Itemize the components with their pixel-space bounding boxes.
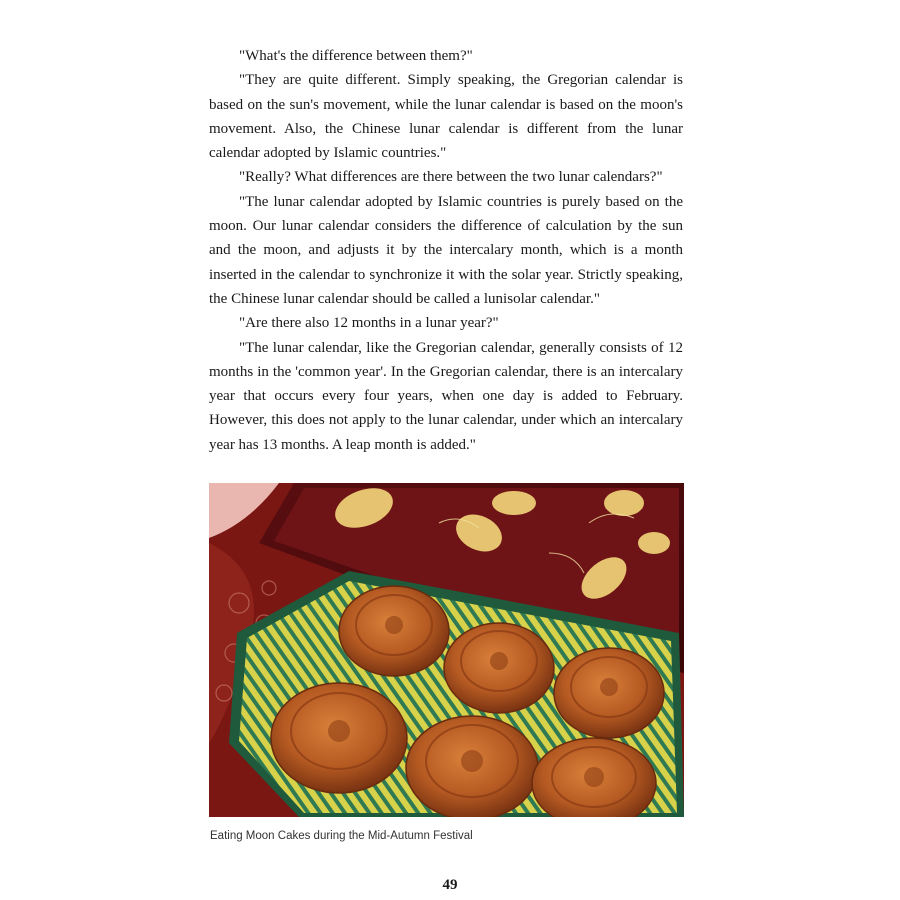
mooncake-photo bbox=[209, 483, 684, 817]
paragraph-2: "They are quite different. Simply speaking, the Gregorian calendar is based on the sun's movement, while the lunar calendar is based on the moon's movement. Also, the Chinese lunar calendar is different from the lunar calendar adopted by Islamic countries." bbox=[209, 72, 683, 162]
photo-caption: Eating Moon Cakes during the Mid-Autumn Festival bbox=[210, 830, 473, 842]
paragraph-4: "The lunar calendar adopted by Islamic countries is purely based on the moon. Our lunar calendar considers the difference of calculation by the sun and the moon, and adjusts it by the intercalary month, which is a month inserted in the calendar to synchronize it with the solar year. Strictly speaking, the Chinese lunar calendar should be called a lunisolar calendar." bbox=[209, 193, 683, 307]
paragraph-6: "The lunar calendar, like the Gregorian calendar, generally consists of 12 months in the 'common year'. In the Gregorian calendar, there is an intercalary year that occurs every four years, when one day is added to February. However, this does not apply to the lunar calendar, under which an intercalary year has 13 months. A leap month is added." bbox=[209, 339, 683, 453]
paragraph-5: "Are there also 12 months in a lunar year?" bbox=[239, 315, 499, 332]
paragraph-1: "What's the difference between them?" bbox=[239, 48, 473, 64]
page-number: 49 bbox=[442, 877, 458, 893]
paragraph-3: "Really? What differences are there between the two lunar calendars?" bbox=[239, 169, 663, 186]
body-text bbox=[209, 44, 683, 457]
